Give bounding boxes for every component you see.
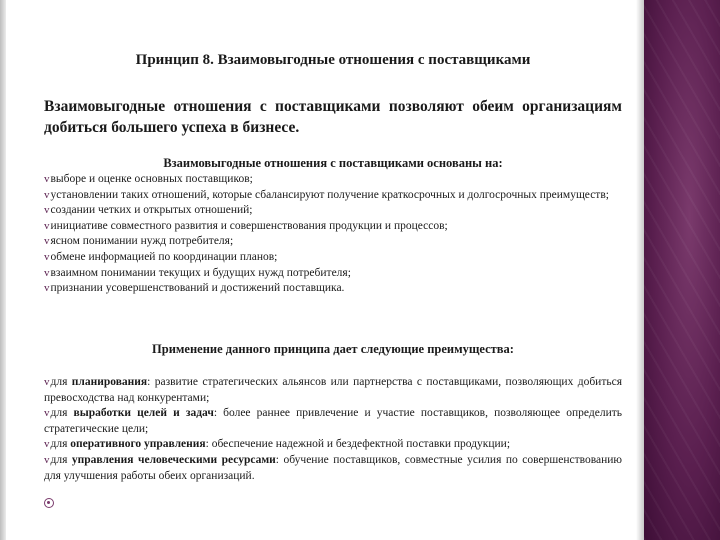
checkmark-v-bullet-icon: v bbox=[44, 250, 50, 263]
list-item bbox=[44, 406, 622, 437]
list-item bbox=[44, 250, 622, 266]
list-item bbox=[44, 219, 622, 235]
item-term: выработки целей и задач bbox=[73, 407, 214, 420]
checkmark-v-bullet-icon: v bbox=[44, 282, 50, 295]
list-item bbox=[44, 188, 622, 204]
checkmark-v-bullet-icon: v bbox=[44, 266, 50, 279]
item-term: оперативного управления bbox=[70, 438, 206, 451]
lead-paragraph: Взаимовыгодные отношения с поставщиками позволяют обеим организациям добиться большего успеха в бизнесе. bbox=[44, 98, 622, 136]
left-border bbox=[0, 0, 6, 540]
item-description: : обеспечение надежной и бездефектной поставки продукции; bbox=[205, 438, 511, 451]
panel-shadow bbox=[636, 0, 644, 540]
list-item-text: выборе и оценке основных поставщиков; bbox=[50, 173, 253, 185]
checkmark-v-bullet-icon: v bbox=[44, 376, 50, 388]
checkmark-v-bullet-icon: v bbox=[44, 188, 50, 201]
checkmark-v-bullet-icon: v bbox=[44, 438, 50, 451]
list-item bbox=[44, 375, 622, 406]
circle-bullet-icon bbox=[44, 498, 54, 508]
list-item bbox=[44, 437, 622, 453]
item-prefix: для bbox=[50, 407, 74, 420]
item-description: : более раннее привлечение и участие поставщиков, позволяющее определить стратегические цели; bbox=[44, 407, 623, 435]
checkmark-v-bullet-icon: v bbox=[44, 219, 50, 232]
list-item-text: создании четких и открытых отношений; bbox=[50, 204, 253, 217]
checkmark-v-bullet-icon: v bbox=[44, 453, 50, 466]
section1-list bbox=[44, 172, 622, 297]
checkmark-v-bullet-icon: v bbox=[44, 235, 50, 248]
item-prefix: для bbox=[50, 438, 71, 451]
item-term: управления человеческими ресурсами bbox=[71, 453, 276, 466]
list-item-text: ясном понимании нужд потребителя; bbox=[50, 235, 234, 248]
list-item-text: обмене информацией по координации планов; bbox=[50, 250, 278, 263]
section2-heading: Применение данного принципа дает следующие преимущества: bbox=[152, 342, 514, 356]
list-item bbox=[44, 266, 622, 282]
item-description: : развитие стратегических альянсов или партнерства с поставщиками, позволяющих добиться превосходства над конкурентами; bbox=[44, 376, 622, 404]
list-item-text: инициативе совместного развития и совершенствования продукции и процессов; bbox=[50, 219, 448, 232]
item-prefix: для bbox=[50, 453, 72, 466]
item-prefix: для bbox=[50, 376, 72, 388]
slide-title: Принцип 8. Взаимовыгодные отношения с поставщиками bbox=[135, 52, 531, 68]
item-description: : обучение поставщиков, совместные усилия по совершенствованию для улучшения работы обеих организаций. bbox=[44, 453, 622, 482]
list-item-text: взаимном понимании текущих и будущих нужд потребителя; bbox=[50, 266, 351, 279]
list-item-text: признании усовершенствований и достижений поставщика. bbox=[50, 282, 345, 295]
panel-texture bbox=[644, 0, 720, 540]
list-item bbox=[44, 203, 622, 219]
list-item bbox=[44, 281, 622, 297]
checkmark-v-bullet-icon: v bbox=[44, 173, 50, 185]
checkmark-v-bullet-icon: v bbox=[44, 204, 50, 217]
section1-heading: Взаимовыгодные отношения с поставщиками основаны на: bbox=[163, 156, 503, 170]
section2-list bbox=[44, 375, 622, 484]
list-item-text: установлении таких отношений, которые сбалансируют получение краткосрочных и долгосрочных преимуществ; bbox=[50, 188, 609, 201]
list-item bbox=[44, 234, 622, 250]
list-item bbox=[44, 453, 622, 484]
checkmark-v-bullet-icon: v bbox=[44, 407, 50, 420]
item-term: планирования bbox=[71, 376, 148, 388]
list-item bbox=[44, 172, 622, 188]
